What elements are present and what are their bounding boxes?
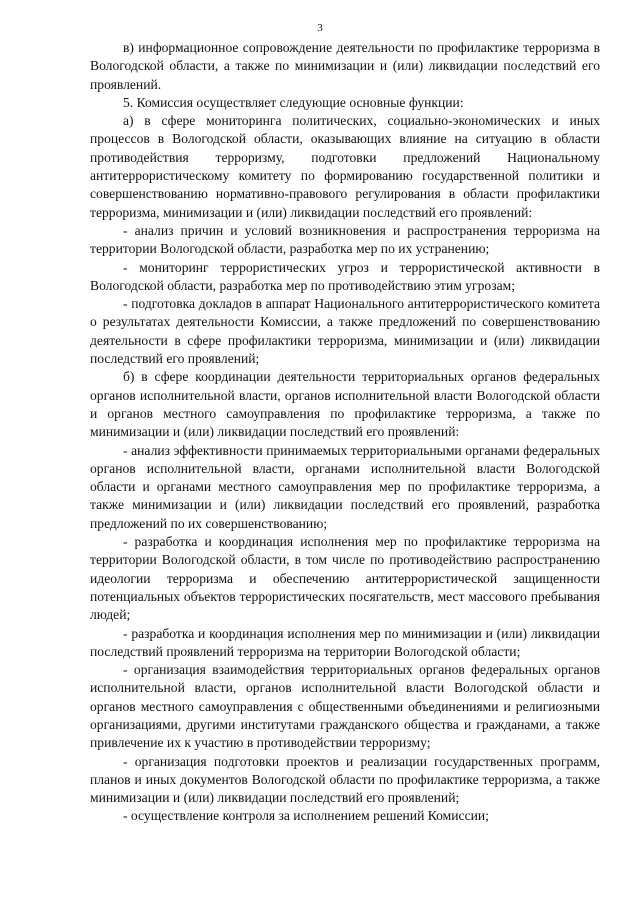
paragraph: - организация подготовки проектов и реализации государственных программ, планов и иных документов Вологодской области по профилактике терроризма, а также минимизации и (или) ликвидации последствий его проявлений; — [90, 753, 600, 806]
paragraph: - мониторинг террористических угроз и террористической активности в Вологодской области, разработка мер по противодействию этим угрозам; — [90, 259, 600, 293]
paragraph: - анализ эффективности принимаемых территориальными органами федеральных органов исполнительной власти, органами исполнительной власти Вологодской области и органами местного самоуправления мер по профилактике терроризма, а также минимизации и (или) ликвидации последствий его проявлений, разработка предложений по их совершенствованию; — [90, 442, 600, 531]
paragraph: - подготовка докладов в аппарат Национального антитеррористического комитета о результатах деятельности Комиссии, а также предложений по совершенствованию деятельности в сфере профилактики терроризма, минимизации и (или) ликвидации последствий его проявлений; — [90, 296, 600, 367]
document-body — [90, 39, 600, 826]
page-number: 3 — [317, 22, 323, 34]
paragraph: б) в сфере координации деятельности территориальных органов федеральных органов исполнительной власти, органов исполнительной власти Вологодской области и органов местного самоуправления по профилактике терроризма, а также по минимизации и (или) ликвидации последствий его проявлений: — [90, 369, 600, 440]
paragraph: - разработка и координация исполнения мер по минимизации и (или) ликвидации последствий проявлений терроризма на территории Вологодской области; — [90, 625, 600, 659]
paragraph: в) информационное сопровождение деятельности по профилактике терроризма в Вологодской области, а также по минимизации и (или) ликвидации последствий его проявлений. — [90, 40, 600, 92]
paragraph: 5. Комиссия осуществляет следующие основные функции: — [123, 94, 464, 110]
paragraph: - анализ причин и условий возникновения и распространения терроризма на территории Вологодской области, разработка мер по их устранению; — [90, 222, 600, 257]
paragraph: - осуществление контроля за исполнением решений Комиссии; — [123, 808, 489, 824]
paragraph: а) в сфере мониторинга политических, социально-экономических и иных процессов в Вологодской области, оказывающих влияние на ситуацию в области противодействия терроризму, подготовки предложений Национальному антитеррористическому комитету по формированию государственной политики и совершенствованию нормативно-правового регулирования в области профилактики терроризма, минимизации и (или) ликвидации последствий его проявлений: — [90, 113, 600, 220]
paragraph: - разработка и координация исполнения мер по профилактике терроризма на территории Вологодской области, в том числе по противодействию распространению идеологии терроризма и обеспечению антитеррористической защищенности потенциальных объектов террористических посягательств, мест массового пребывания людей; — [90, 534, 600, 623]
paragraph: - организация взаимодействия территориальных органов федеральных органов исполнительной власти, органов исполнительной власти Вологодской области и органов местного самоуправления с общественными объединениями и религиозными организациями, другими институтами гражданского общества и гражданами, а также привлечение их к участию в противодействии терроризму; — [90, 662, 600, 751]
